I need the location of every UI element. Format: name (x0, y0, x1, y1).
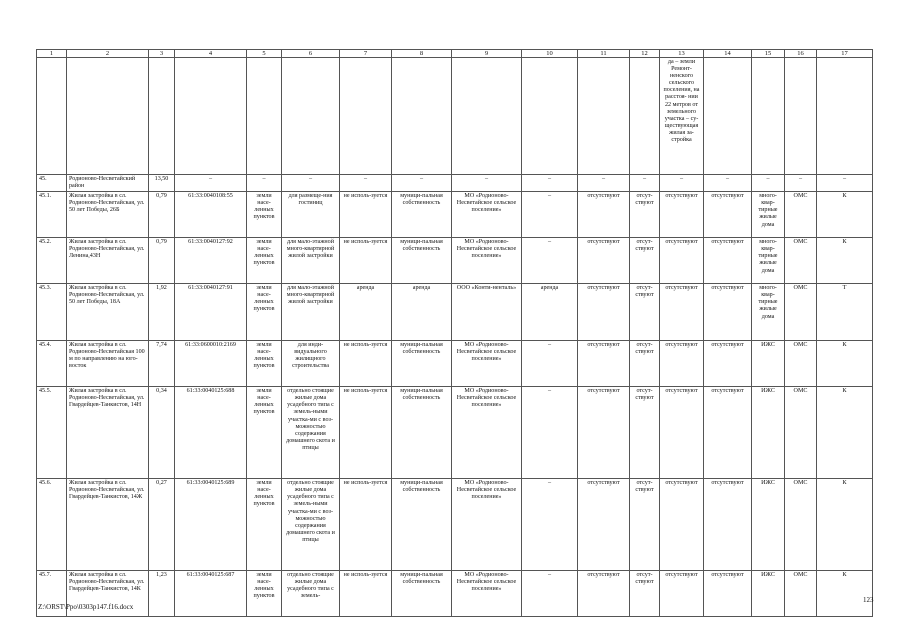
table-cell: МО «Родионово-Несветайское сельское поселение» (452, 387, 522, 479)
table-cell: МО «Родионово-Несветайское сельское поселение» (452, 479, 522, 571)
table-cell: земли насе-ленных пунктов (247, 571, 282, 617)
table-cell: ОМС (785, 192, 817, 238)
table-cell: отсутствуют (704, 284, 752, 341)
column-number-cell: 13 (660, 50, 704, 58)
table-cell: отсутствуют (704, 571, 752, 617)
table-cell: земли насе-ленных пунктов (247, 284, 282, 341)
table-cell: муници-пальная собственность (392, 192, 452, 238)
table-cell: – (522, 479, 578, 571)
continuation-row (37, 58, 873, 175)
table-cell: отдельно стоящие жилые дома усадебного типа с земель- (282, 571, 340, 617)
table-cell: Жилая застройка в сл. Родионово-Несветайская 100 м по направлению на юго-восток (67, 341, 149, 387)
table-cell: Жилая застройка в сл. Родионово-Несветайская, ул. 50 лет Победы, 18А (67, 284, 149, 341)
table-cell: 13,50 (149, 175, 175, 192)
table-cell (175, 58, 247, 175)
table-cell: аренда (340, 284, 392, 341)
table-cell: отсутствуют (704, 341, 752, 387)
column-number-cell: 10 (522, 50, 578, 58)
table-cell (392, 58, 452, 175)
table-cell: отсутствуют (704, 238, 752, 284)
table-cell: – (704, 175, 752, 192)
column-number-row (37, 50, 873, 58)
column-number-cell: 3 (149, 50, 175, 58)
table-cell: да – земли Ремонт- ненского сельского поселения, на расстоя- нии 22 метров от земельного участка – су- ществующая жилая за- стройка (660, 58, 704, 175)
table-cell: – (522, 192, 578, 238)
table-cell: 61:33:0600010:2169 (175, 341, 247, 387)
table-cell: 0,34 (149, 387, 175, 479)
table-cell: муници-пальная собственность (392, 479, 452, 571)
table-cell: ООО «Конти-ненталь» (452, 284, 522, 341)
table-cell: Родионово-Несветайский район (67, 175, 149, 192)
table-cell: не исполь-зуется (340, 192, 392, 238)
table-cell: отдельно стоящие жилые дома усадебного типа с земель-ными участка-ми с воз-можностью содержания домашнего скота и птицы (282, 387, 340, 479)
table-cell: – (522, 387, 578, 479)
table-cell: ИЖС (752, 387, 785, 479)
table-row (37, 571, 873, 617)
table-cell: отсутствуют (578, 192, 630, 238)
table-cell: – (817, 175, 873, 192)
table-cell: Жилая застройка в сл. Родионово-Несветайская, ул. 50 лет Победы, 26Б (67, 192, 149, 238)
column-number-cell: 8 (392, 50, 452, 58)
table-cell: не исполь-зуется (340, 341, 392, 387)
table-cell: отсут-ствуют (630, 571, 660, 617)
column-number-cell: 16 (785, 50, 817, 58)
table-cell: ИЖС (752, 571, 785, 617)
table-cell: не исполь-зуется (340, 479, 392, 571)
table-row (37, 175, 873, 192)
table-cell: 45. (37, 175, 67, 192)
table-cell: отсутствуют (578, 387, 630, 479)
footer-file-path: Z:\ORST\Ppo\0303p147.f16.docx (38, 603, 134, 611)
column-number-cell: 6 (282, 50, 340, 58)
table-cell: много-квар-тирные жилые дома (752, 238, 785, 284)
table-cell: ИЖС (752, 479, 785, 571)
table-cell (247, 58, 282, 175)
table-cell: Жилая застройка в сл. Родионово-Несветайская, ул. Гвардейцев-Танкистов, 14К (67, 571, 149, 617)
table-cell: 7,74 (149, 341, 175, 387)
table-row (37, 284, 873, 341)
table-cell: Жилая застройка в сл. Родионово-Несветайская, ул. Ленина,43Н (67, 238, 149, 284)
table-row (37, 341, 873, 387)
table-cell: – (578, 175, 630, 192)
table-cell: 0,79 (149, 238, 175, 284)
table-cell: отсутствуют (704, 192, 752, 238)
table-cell: отсутствуют (660, 341, 704, 387)
table-cell: ОМС (785, 284, 817, 341)
table-cell: – (522, 238, 578, 284)
table-cell: – (175, 175, 247, 192)
table-cell: МО «Родионово-Несветайское сельское поселение» (452, 238, 522, 284)
column-number-cell: 4 (175, 50, 247, 58)
table-cell: 61:33:0040127:92 (175, 238, 247, 284)
table-cell: отсутствуют (704, 479, 752, 571)
column-number-cell: 11 (578, 50, 630, 58)
table-cell: МО «Родионово-Несветайское сельское поселение» (452, 341, 522, 387)
table-cell: отсут-ствуют (630, 284, 660, 341)
table-cell: муници-пальная собственность (392, 571, 452, 617)
column-number-cell: 12 (630, 50, 660, 58)
table-cell: для мало-этажной много-квартирной жилой застройки (282, 284, 340, 341)
table-cell: отсутствуют (578, 571, 630, 617)
table-cell: земли насе-ленных пунктов (247, 479, 282, 571)
table-cell: не исполь-зуется (340, 571, 392, 617)
table-cell: – (522, 175, 578, 192)
table-cell: 45.1. (37, 192, 67, 238)
table-cell: – (392, 175, 452, 192)
table-cell: для мало-этажной много-квартирной жилой застройки (282, 238, 340, 284)
table-cell: К (817, 571, 873, 617)
document-table (36, 49, 873, 617)
table-cell (817, 58, 873, 175)
table-cell: 61:33:0040108:55 (175, 192, 247, 238)
table-cell: земли насе-ленных пунктов (247, 192, 282, 238)
table-cell: муници-пальная собственность (392, 238, 452, 284)
table-cell: отсут-ствуют (630, 387, 660, 479)
table-cell: земли насе-ленных пунктов (247, 238, 282, 284)
table-cell: отсутствуют (704, 387, 752, 479)
table-cell: 1,23 (149, 571, 175, 617)
table-cell: – (247, 175, 282, 192)
table-row (37, 238, 873, 284)
table-cell: МО «Родионово-Несветайское сельское поселение» (452, 192, 522, 238)
table-cell: отсутствуют (660, 192, 704, 238)
table-cell: отдельно стоящие жилые дома усадебного типа с земель-ными участка-ми с воз-можностью содержания домашнего скота и птицы (282, 479, 340, 571)
table-cell (37, 58, 67, 175)
table-cell: 45.4. (37, 341, 67, 387)
table-cell (340, 58, 392, 175)
table-cell: К (817, 238, 873, 284)
table-cell (630, 58, 660, 175)
table-cell: – (340, 175, 392, 192)
table-cell: ОМС (785, 387, 817, 479)
table-cell: Жилая застройка в сл. Родионово-Несветайская, ул. Гвардейцев-Танкистов, 14Н (67, 387, 149, 479)
table-cell: МО «Родионово-Несветайское сельское поселение» (452, 571, 522, 617)
table-cell: аренда (522, 284, 578, 341)
table-cell (752, 58, 785, 175)
table-cell: – (660, 175, 704, 192)
table-cell: 61:33:0040125:688 (175, 387, 247, 479)
table-cell: 61:33:0040125:689 (175, 479, 247, 571)
table-cell: К (817, 387, 873, 479)
table-cell: отсут-ствуют (630, 341, 660, 387)
table-cell: ОМС (785, 571, 817, 617)
table-cell: ИЖС (752, 341, 785, 387)
column-number-cell: 5 (247, 50, 282, 58)
table-cell: отсутствуют (660, 387, 704, 479)
table-row (37, 192, 873, 238)
table-cell: для инди-видуального жилищного строительства (282, 341, 340, 387)
table-cell: 0,79 (149, 192, 175, 238)
table-cell: много-квар-тирные жилые дома (752, 284, 785, 341)
table-cell: Жилая застройка в сл. Родионово-Несветайская, ул. Гвардейцев-Танкистов, 14Ж (67, 479, 149, 571)
table-cell: ОМС (785, 479, 817, 571)
table-cell: 45.6. (37, 479, 67, 571)
table-cell (67, 58, 149, 175)
table-cell: отсутствуют (578, 341, 630, 387)
table-cell: – (522, 571, 578, 617)
column-number-cell: 9 (452, 50, 522, 58)
table-row (37, 387, 873, 479)
column-number-cell: 15 (752, 50, 785, 58)
table-cell: – (522, 341, 578, 387)
page-number: 123 (863, 596, 874, 604)
table-cell: 45.7. (37, 571, 67, 617)
table-cell: для размеще-ния гостиниц (282, 192, 340, 238)
table-cell: 61:33:0040127:91 (175, 284, 247, 341)
table-cell (149, 58, 175, 175)
table-cell: отсут-ствуют (630, 479, 660, 571)
column-number-cell: 7 (340, 50, 392, 58)
table-cell: не исполь-зуется (340, 238, 392, 284)
table-cell: муници-пальная собственность (392, 341, 452, 387)
table-cell: отсутствуют (578, 284, 630, 341)
table-cell: Т (817, 284, 873, 341)
table-cell: 45.5. (37, 387, 67, 479)
table-cell: 0,27 (149, 479, 175, 571)
table-cell: муници-пальная собственность (392, 387, 452, 479)
table-cell: отсутствуют (660, 238, 704, 284)
table-cell: ОМС (785, 341, 817, 387)
table-cell (282, 58, 340, 175)
column-number-cell: 14 (704, 50, 752, 58)
table-cell: не исполь-зуется (340, 387, 392, 479)
table-cell: 61:33:0040125:687 (175, 571, 247, 617)
table-cell: 45.2. (37, 238, 67, 284)
table-row (37, 479, 873, 571)
table-cell: – (752, 175, 785, 192)
table-cell (785, 58, 817, 175)
table-cell: отсутствуют (660, 284, 704, 341)
table-cell: К (817, 479, 873, 571)
table-cell: отсутствуют (660, 479, 704, 571)
table-cell: 45.3. (37, 284, 67, 341)
table-cell: земли насе-ленных пунктов (247, 341, 282, 387)
table-cell: отсут-ствуют (630, 238, 660, 284)
table-cell (452, 58, 522, 175)
table-cell: отсутствуют (660, 571, 704, 617)
table-cell (704, 58, 752, 175)
column-number-cell: 1 (37, 50, 67, 58)
table-cell: – (452, 175, 522, 192)
table-cell (578, 58, 630, 175)
table-cell: отсут-ствуют (630, 192, 660, 238)
table-cell: 1,92 (149, 284, 175, 341)
table-cell: ОМС (785, 238, 817, 284)
table-cell: К (817, 192, 873, 238)
column-number-cell: 17 (817, 50, 873, 58)
table-cell: отсутствуют (578, 479, 630, 571)
table-cell: земли насе-ленных пунктов (247, 387, 282, 479)
table-cell: – (630, 175, 660, 192)
table-cell: – (785, 175, 817, 192)
table-cell (522, 58, 578, 175)
column-number-cell: 2 (67, 50, 149, 58)
table-cell: отсутствуют (578, 238, 630, 284)
table-cell: много-квар-тирные жилые дома (752, 192, 785, 238)
table-cell: аренда (392, 284, 452, 341)
table-cell: К (817, 341, 873, 387)
table-cell: – (282, 175, 340, 192)
